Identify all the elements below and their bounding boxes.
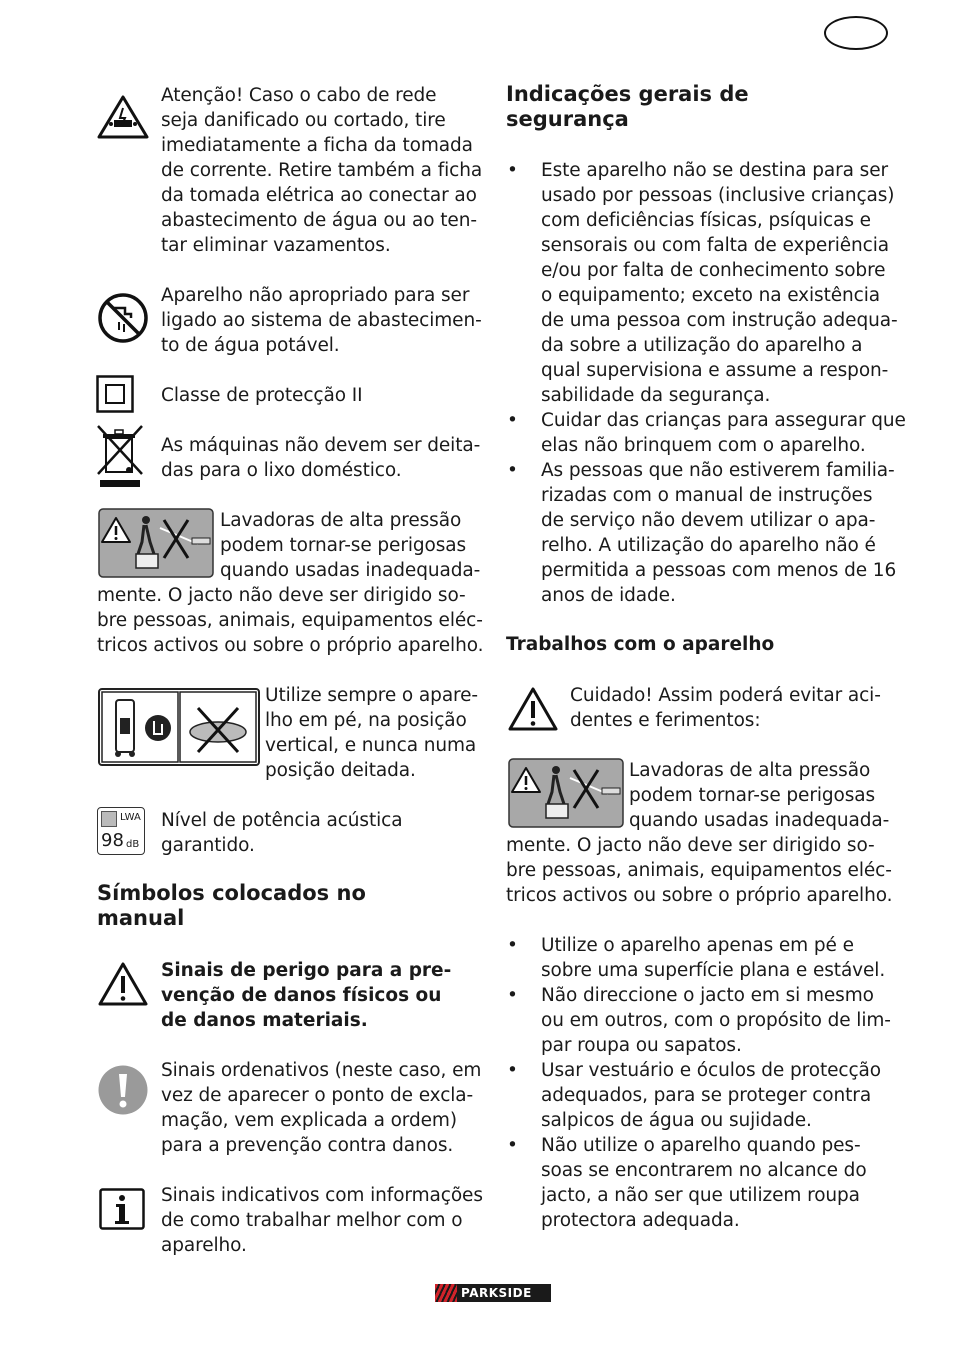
work-bullet-2: Não direccione o jacto em si mesmo ou em outros, com o propósito de lim- par roupa ou sapatos. — [541, 985, 891, 1056]
pressure-washer-warning-text-b: mente. O jacto não deve ser dirigido so- bre pessoas, animais, equipamentos eléc- tricos activos ou sobre o próprio aparelho. — [97, 585, 484, 656]
heading-general-safety: Indicações gerais de segurança — [506, 82, 749, 131]
bullet-marker: • — [507, 1060, 518, 1081]
upright-use-icon — [98, 688, 260, 766]
warning-triangle-icon — [97, 961, 149, 1007]
pressure-washer-warning-icon — [98, 508, 214, 578]
bullet-marker: • — [507, 985, 518, 1006]
mandatory-icon — [98, 1064, 148, 1116]
info-signs-text: Sinais indicativos com informações de como trabalhar melhor com o aparelho. — [161, 1185, 483, 1256]
sound-unit: dB — [126, 839, 140, 850]
language-marker — [824, 16, 888, 50]
brand-logo — [435, 1284, 551, 1302]
upright-use-text: Utilize sempre o apare- lho em pé, na posição vertical, e nunca numa posição deitada. — [265, 685, 479, 781]
pressure-washer-warning-text-a: Lavadoras de alta pressão podem tornar-se perigosas quando usadas inadequada- — [220, 510, 481, 581]
work-bullet-4: Não utilize o aparelho quando pes- soas se encontrarem no alcance do jacto, a não ser que utilizem roupa protectora adequada. — [541, 1135, 867, 1231]
no-drinking-water-icon — [97, 292, 149, 344]
bullet-marker: • — [507, 160, 518, 181]
brand-name: PARKSIDE — [461, 1286, 532, 1300]
sound-value: 98 — [101, 830, 124, 851]
pressure-washer-warning-icon — [508, 758, 624, 828]
caution-text: Cuidado! Assim poderá evitar aci- dentes e ferimentos: — [570, 685, 881, 731]
bullet-marker: • — [507, 460, 518, 481]
protection-class-text: Classe de protecção II — [161, 385, 363, 406]
mandatory-signs-text: Sinais ordenativos (neste caso, em vez de aparecer o ponto de excla- mação, vem explicada a ordem) para a prevenção contra danos. — [161, 1060, 482, 1156]
work-bullet-3: Usar vestuário e óculos de protecção adequados, para se proteger contra salpicos de água ou sujidade. — [541, 1060, 881, 1131]
electric-hazard-text: Atenção! Caso o cabo de rede seja danificado ou cortado, tire imediatamente a ficha da tomada de corrente. Retire também a ficha da tomada elétrica ao conectar ao abastecimento de água ou ao ten- tar eliminar vazamentos. — [161, 85, 483, 256]
safety-bullet-3: As pessoas que não estiverem familia- rizadas com o manual de instruções de serviço não devem utilizar o apa- relho. A utilização do aparelho não é permitida a pessoas com menos de 16 anos de idade. — [541, 460, 897, 606]
bullet-marker: • — [507, 410, 518, 431]
warning-triangle-icon — [507, 686, 559, 732]
bullet-marker: • — [507, 935, 518, 956]
info-icon — [99, 1188, 145, 1230]
pressure-washer-warning-text-b: mente. O jacto não deve ser dirigido so- bre pessoas, animais, equipamentos eléc- tricos activos ou sobre o próprio aparelho. — [506, 835, 893, 906]
safety-bullet-2: Cuidar das crianças para assegurar que elas não brinquem com o aparelho. — [541, 410, 906, 456]
sound-power-icon — [97, 807, 145, 855]
danger-signs-text: Sinais de perigo para a pre- venção de danos físicos ou de danos materiais. — [161, 960, 452, 1031]
sound-power-text: Nível de potência acústica garantido. — [161, 810, 403, 856]
heading-work: Trabalhos com o aparelho — [506, 634, 775, 655]
bullet-marker: • — [507, 1135, 518, 1156]
pressure-washer-warning-text-a: Lavadoras de alta pressão podem tornar-se perigosas quando usadas inadequada- — [629, 760, 890, 831]
weee-bin-icon — [96, 424, 144, 490]
heading-symbols: Símbolos colocados no manual — [97, 881, 366, 930]
electric-hazard-icon — [96, 94, 150, 140]
weee-text: As máquinas não devem ser deita- das para o lixo doméstico. — [161, 435, 481, 481]
work-bullet-1: Utilize o aparelho apenas em pé e sobre uma superfície plana e estável. — [541, 935, 886, 981]
no-drinking-water-text: Aparelho não apropriado para ser ligado ao sistema de abastecimen- to de água potável. — [161, 285, 482, 356]
brand-stripes — [435, 1284, 457, 1302]
safety-bullet-1: Este aparelho não se destina para ser usado por pessoas (inclusive crianças) com deficiências físicas, psíquicas e sensorais ou com falta de experiência e/ou por falta de conhecimento sobre o equipamento; exceto na existência de uma pessoa com instrução adequa- da sobre a utilização do aparelho a qual supervisiona e assume a respon- sabilidade da segurança. — [541, 160, 898, 406]
sound-label: LWA — [120, 812, 141, 823]
class-ii-icon — [96, 375, 134, 413]
